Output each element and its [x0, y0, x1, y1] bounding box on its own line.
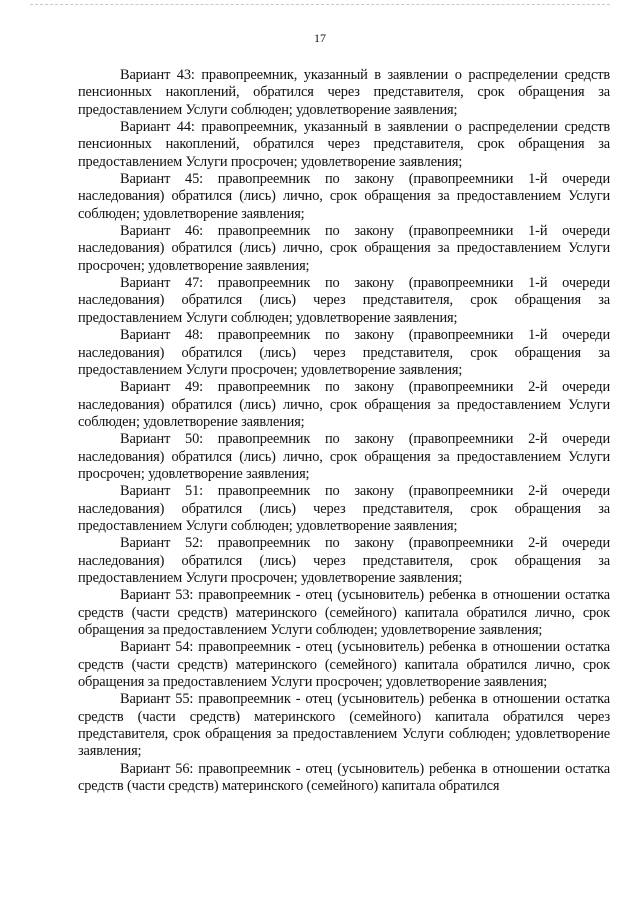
paragraph-variant-53: Вариант 53: правопреемник - отец (усыновитель) ребенка в отношении остатка средств (части средств) материнского (семейного) капитала обратился лично, срок обращения за предоставлением Услуги соблюден; удовлетворение заявления;	[78, 587, 610, 638]
paragraph-variant-48: Вариант 48: правопреемник по закону (правопреемники 1-й очереди наследования) обратился (лись) через представителя, срок обращения за предоставлением Услуги просрочен; удовлетворение заявления;	[78, 327, 610, 378]
document-body	[78, 67, 610, 795]
paragraph-variant-50: Вариант 50: правопреемник по закону (правопреемники 2-й очереди наследования) обратился (лись) лично, срок обращения за предоставлением Услуги просрочен; удовлетворение заявления;	[78, 431, 610, 482]
paragraph-variant-49: Вариант 49: правопреемник по закону (правопреемники 2-й очереди наследования) обратился (лись) лично, срок обращения за предоставлением Услуги соблюден; удовлетворение заявления;	[78, 379, 610, 430]
paragraph-variant-45: Вариант 45: правопреемник по закону (правопреемники 1-й очереди наследования) обратился (лись) лично, срок обращения за предоставлением Услуги соблюден; удовлетворение заявления;	[78, 171, 610, 222]
paragraph-variant-47: Вариант 47: правопреемник по закону (правопреемники 1-й очереди наследования) обратился (лись) через представителя, срок обращения за предоставлением Услуги соблюден; удовлетворение заявления;	[78, 275, 610, 326]
paragraph-variant-52: Вариант 52: правопреемник по закону (правопреемники 2-й очереди наследования) обратился (лись) через представителя, срок обращения за предоставлением Услуги просрочен; удовлетворение заявления;	[78, 535, 610, 586]
page-number: 17	[314, 31, 326, 45]
paragraph-variant-44: Вариант 44: правопреемник, указанный в заявлении о распределении средств пенсионных накоплений, обратился через представителя, срок обращения за предоставлением Услуги просрочен; удовлетворение заявления;	[78, 119, 610, 170]
paragraph-variant-46: Вариант 46: правопреемник по закону (правопреемники 1-й очереди наследования) обратился (лись) лично, срок обращения за предоставлением Услуги просрочен; удовлетворение заявления;	[78, 223, 610, 274]
paragraph-variant-56: Вариант 56: правопреемник - отец (усыновитель) ребенка в отношении остатка средств (части средств) материнского (семейного) капитала обратился	[78, 760, 610, 795]
paragraph-variant-43: Вариант 43: правопреемник, указанный в заявлении о распределении средств пенсионных накоплений, обратился через представителя, срок обращения за предоставлением Услуги соблюден; удовлетворение заявления;	[78, 67, 610, 118]
paragraph-variant-55: Вариант 55: правопреемник - отец (усыновитель) ребенка в отношении остатка средств (части средств) материнского (семейного) капитала обратился через представителя, срок обращения за предоставлением Услуги соблюден; удовлетворение заявления;	[78, 691, 610, 760]
scan-edge-line	[30, 4, 610, 5]
paragraph-variant-54: Вариант 54: правопреемник - отец (усыновитель) ребенка в отношении остатка средств (части средств) материнского (семейного) капитала обратился лично, срок обращения за предоставлением Услуги просрочен; удовлетворение заявления;	[78, 639, 610, 691]
paragraph-variant-51: Вариант 51: правопреемник по закону (правопреемники 2-й очереди наследования) обратился (лись) через представителя, срок обращения за предоставлением Услуги соблюден; удовлетворение заявления;	[78, 483, 610, 534]
